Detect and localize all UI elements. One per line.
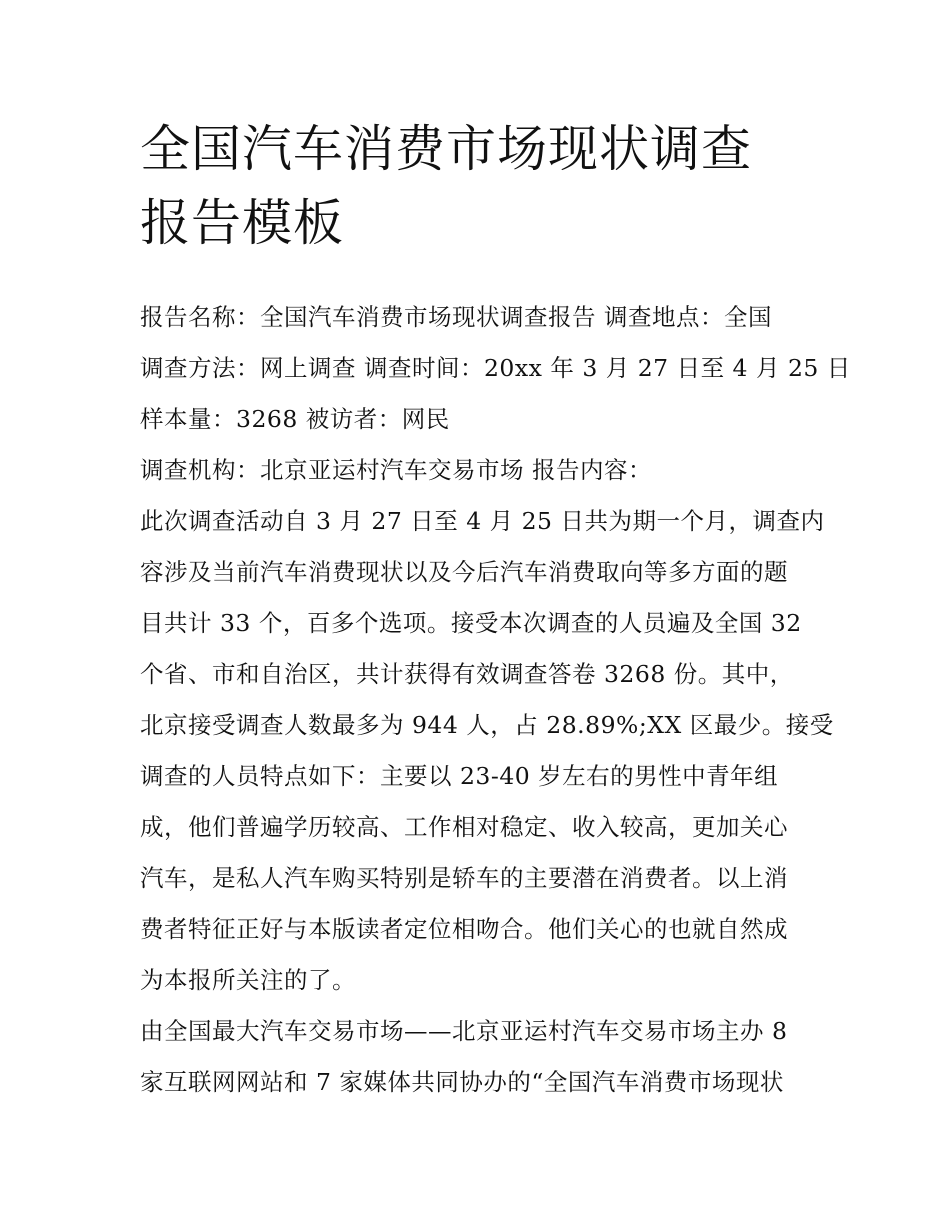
text-line: 为本报所关注的了。: [140, 966, 356, 994]
text-line: 汽车，是私人汽车购买特别是轿车的主要潜在消费者。以上消: [140, 864, 788, 892]
text-line: 由全国最大汽车交易市场——北京亚运村汽车交易市场主办 8: [140, 1017, 788, 1045]
text-line: 容涉及当前汽车消费现状以及今后汽车消费取向等多方面的题: [140, 558, 788, 586]
text-line: 此次调查活动自 3 月 27 日至 4 月 25 日共为期一个月，调查内: [140, 507, 825, 535]
text-line: 样本量：3268 被访者：网民: [140, 405, 450, 433]
text-line: 调查方法：网上调查 调查时间：20xx 年 3 月 27 日至 4 月 25 日: [140, 354, 851, 382]
text-line: 调查的人员特点如下：主要以 23-40 岁左右的男性中青年组: [140, 762, 779, 790]
text-line: 成，他们普遍学历较高、工作相对稳定、收入较高，更加关心: [140, 813, 788, 841]
text-line: 个省、市和自治区，共计获得有效调查答卷 3268 份。其中，: [140, 660, 794, 688]
document-title: 全国汽车消费市场现状调查报告模板: [140, 120, 752, 252]
text-line: 目共计 33 个，百多个选项。接受本次调查的人员遍及全国 32: [140, 609, 802, 637]
document-page: [140, 112, 851, 1108]
text-line: 报告名称：全国汽车消费市场现状调查报告 调查地点：全国: [140, 303, 772, 331]
text-line: 费者特征正好与本版读者定位相吻合。他们关心的也就自然成: [140, 915, 788, 943]
text-line: 北京接受调查人数最多为 944 人，占 28.89%;XX 区最少。接受: [140, 711, 834, 739]
text-line: 家互联网网站和 7 家媒体共同协办的“全国汽车消费市场现状: [140, 1068, 784, 1096]
document-body: [140, 292, 851, 1108]
text-line: 调查机构：北京亚运村汽车交易市场 报告内容：: [140, 456, 652, 484]
